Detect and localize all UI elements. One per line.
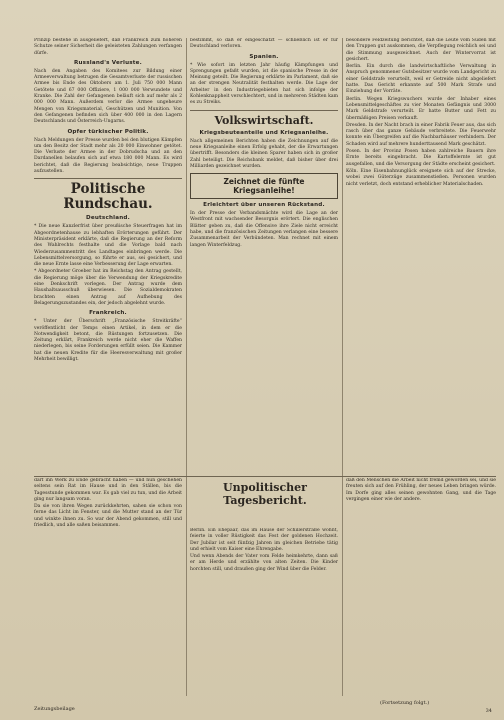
- article-text: Nach Meldungen der Presse wurden bei den blutigen Kämpfen um den Besitz der Stadt mehr als 20 000 Einwohner getötet. Die Verluste der Armee in der Dobrudscha und an den Dardanellen belaufen sich auf etwa 180 000 Mann. Es wird berichtet, daß die Regierung beabsichtige, neue Truppen aufzustellen.: [34, 137, 182, 175]
- article-text: Prinzip bestehe in ausgeliefert, daß Frankreich zum höheren Schutze seiner Sicherheit die geleisteten Zahlungen verfangen dürfe.: [34, 38, 182, 56]
- column-right: [346, 38, 496, 476]
- article-text: In der Presse der Verbandsmächte wird die Lage an der Westfront mit wachsender Besorgnis erörtert. Die englischen Blätter geben zu, daß die Offensive ihre Ziele nicht erreicht habe, und die französischen Zeitungen verlangen eine bessere Zusammenarbeit der Verbündeten. Man rechnet mit einem langen Winterfeldzug.: [190, 211, 338, 248]
- subheading-kriegsanleihe: Kriegsbeuteanteile und Kriegsanleihe.: [199, 129, 329, 136]
- column-divider: [186, 38, 187, 696]
- article-text: Berlin. Ein durch die landwirtschaftliche Verwaltung in Anspruch genommener Gutsbesitzer wurde vom Landgericht zu einer Geldstrafe verurteilt, weil er Getreide nicht abgeliefert hatte. Das Gericht erkannte auf 500 Mark Strafe und Einziehung der Vorräte.: [346, 64, 496, 95]
- divider: [34, 178, 182, 179]
- subheading-deutschland: Deutschland.: [86, 215, 130, 222]
- supplement-label: Zeitungsbeilage: [34, 706, 75, 712]
- announcement-box: [190, 173, 338, 199]
- column-divider: [342, 38, 343, 696]
- article-text: * Unter der Überschrift „Französische Streitkräfte“ veröffentlicht der Temps einen Artikel, in dem er die Notwendigkeit betont, die Rüstungen fortzusetzen. Die Zeitung erklärt, Frankreich werde nicht eher die Waffen niederlegen, bis seine Forderungen erfüllt seien. Die Kammer hat die neuen Kredite für die Heeresverwaltung mit großer Mehrheit bewilligt.: [34, 319, 182, 362]
- column-middle: [190, 38, 338, 476]
- heading-volkswirtschaft: Volkswirtschaft.: [214, 113, 314, 127]
- story-text: daß den Menschen die Arbeit nicht fremd geworden sei, und sie freuten sich auf den Frühling, der neues Leben bringen würde. Im Dorfe ging alles seinen gewohnten Gang, und die Tage vergingen einer wie der andere.: [346, 478, 496, 502]
- subheading-frankreich: Frankreich.: [89, 310, 127, 317]
- story-text: Da sie von ihren Wegen zurückkehrten, sahen sie schon von ferne das Licht im Fenster, und die Mutter stand an der Tür und winkte ihnen zu. So war der Abend gekommen, still und friedlich, und alle saßen beisammen.: [34, 504, 182, 529]
- tagesbericht-heading-block: [190, 478, 340, 509]
- article-text: besondere Feldzeitung berichtet, daß die Leute vom Süden mit den Truppen gut auskommen, die Verpflegung reichlich sei und die Stimmung ausgezeichnet. Auch der Wintervorrat ist gesichert.: [346, 38, 496, 62]
- column-left: [34, 38, 182, 476]
- article-text: Posen. In der Provinz Posen haben zahlreiche Bauern ihre Ernte bereits eingebracht. Die Kartoffelernte ist gut ausgefallen, und die Versorgung der Städte erscheint gesichert.: [346, 149, 496, 167]
- section-heading: Opfer türkischer Politik.: [67, 128, 149, 135]
- heading-tagesbericht: Unpolitischer Tagesbericht.: [223, 481, 307, 507]
- continuation-note: (Fortsetzung folgt.): [380, 700, 430, 706]
- article-text: * Abgeordneter Groeber hat im Reichstag den Antrag gestellt, die Regierung möge über die Verwendung der Kriegskredite eine Denkschrift vorlegen. Der Antrag wurde dem Haushaltsausschuß überwiesen. Die Sozialdemokraten brachten einen Antrag auf Aufhebung des Belagerungszustandes ein, der jedoch abgelehnt wurde.: [34, 269, 182, 306]
- page-number: 34: [485, 708, 492, 714]
- article-text: * Die neue Kanzlerfrist über preußische Steuerfragen hat im Abgeordnetenhause zu lebhaften Erörterungen geführt. Der Ministerpräsident erklärte, daß die Regierung an der Reform des Wahlrechts festhalte und die Vorlage bald nach Wiederzusammentritt des Landtages einbringen werde. Die Lebensmittelversorgung, so führte er aus, sei gesichert, und die neue Ernte lasse eine Verbesserung der Lage erwarten.: [34, 224, 182, 268]
- subheading-erleichtert: Erleichtert über unseren Rückstand.: [203, 202, 325, 209]
- subheading-spanien: Spanien.: [249, 53, 279, 60]
- article-text: Nach den Angaben des Komitees zur Bildung einer Armeeverwaltung betrugen die Gesamtverluste der russischen Armee bis Ende des Oktobers am 1. Juli 750 000 Mann Getötete und 67 000 Offiziere, 1 000 000 Verwundete und Kranke. Die Zahl der Gefangenen beläuft sich auf mehr als 2 000 000 Mann. Außerdem verlor die Armee ungeheure Mengen von Kriegsmaterial, Geschützen und Munition. Von den Gefangenen befinden sich über 400 000 in den Lagern Deutschlands und Österreich-Ungarns.: [34, 68, 182, 125]
- article-text: Dresden. In der Nacht brach in einer Fabrik Feuer aus, das sich rasch über das ganze Gebäude verbreitete. Die Feuerwehr konnte ein Übergreifen auf die Nachbarhäuser verhindern. Der Schaden wird auf mehrere hunderttausend Mark geschätzt.: [346, 122, 496, 147]
- article-text: Berlin. Ein Ehepaar, das im Hause der Schillerstraße wohnt, feierte in voller Rüstigkeit das Fest der goldenen Hochzeit. Der Jubilar ist seit fünfzig Jahren im gleichen Betriebe tätig und erhielt vom Kaiser eine Ehrengabe.: [190, 528, 338, 552]
- bottom-column-middle: [190, 528, 338, 693]
- section-divider: [34, 476, 496, 477]
- section-heading: Russland's Verluste.: [73, 59, 142, 66]
- story-text: Und wenn Abends der Vater vom Felde heimkehrte, dann saß er am Herde und erzählte von alten Zeiten. Die Kinder horchten still, und draußen ging der Wind über die Felder.: [190, 554, 338, 572]
- article-text: bestimmt, so daß er eingeschätzt — schließlich ist er für Deutschland verloren.: [190, 38, 338, 50]
- article-text: Nach allgemeinen Berichten haben die Zeichnungen auf die neue Kriegsanleihe einen Erfolg gehabt, der die Erwartungen übertrifft. Besonders die kleinen Sparer haben sich in großer Zahl beteiligt. Die Reichsbank meldet, daß bisher über drei Milliarden gezeichnet wurden.: [190, 138, 338, 169]
- article-text: Köln. Eine Eisenbahnunglück ereignete sich auf der Strecke, wobei zwei Güterzüge zusammenstießen. Personen wurden nicht verletzt, doch entstand erheblicher Materialschaden.: [346, 168, 496, 187]
- story-text: darf ihn Werk zu Ende gebracht haben — und nun geschehen seitens sein Rat im Hause und in den Ställen, bis die Tagesstunde gekommen war. Es gab viel zu tun, und die Arbeit ging nur langsam voran.: [34, 478, 182, 502]
- article-text: Berlin. Wegen Kriegswuchers wurde der Inhaber eines Lebensmittelgeschäftes zu vier Monaten Gefängnis und 3000 Mark Geldstrafe verurteilt. Er hatte Butter und Fett zu übermäßigen Preisen verkauft.: [346, 96, 496, 121]
- announcement-title: Zeichnet die fünfte Kriegsanleihe!: [223, 177, 305, 196]
- article-text: * Wie sofort im letzten Jahr häufig Kämpfungen und Sprengungen gefaßt wurden, ist die spanische Presse in der Meinung geteilt. Die Regierung erklärte im Parlament, daß sie an der strengen Neutralität festhalten werde. Die Lage der Arbeiter in den Industriegebieten hat sich infolge der Kohlenknappheit verschlechtert, und in mehreren Städten kam es zu Streiks.: [190, 62, 338, 106]
- page-heading-rundschau: Politische Rundschau.: [63, 181, 153, 213]
- bottom-column-right: [346, 478, 496, 693]
- bottom-column-left: [34, 478, 182, 693]
- divider: [190, 110, 338, 111]
